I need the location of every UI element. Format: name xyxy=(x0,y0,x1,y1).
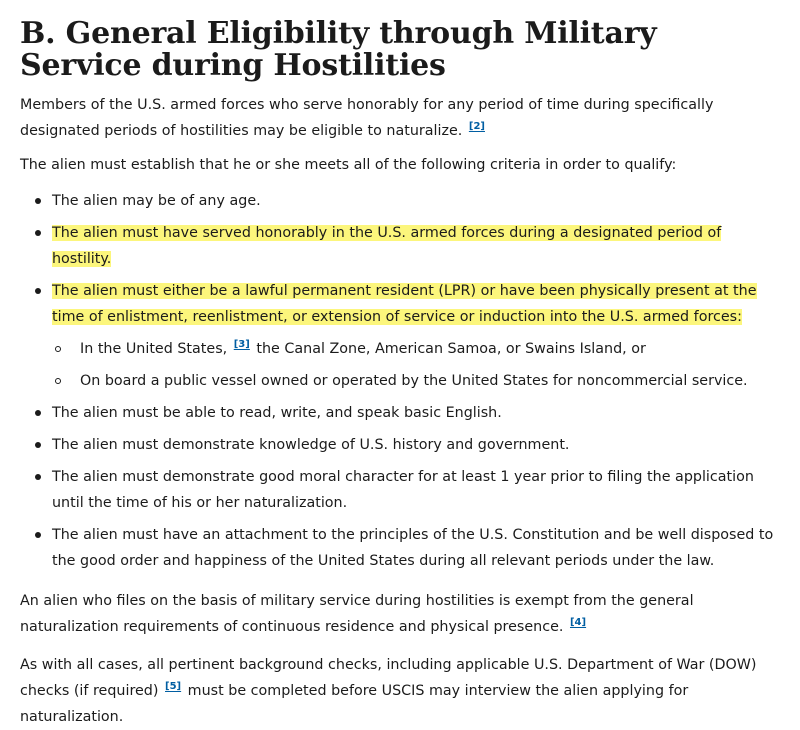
checks-after: must be completed before USCIS may interview the alien applying for naturalization. xyxy=(20,683,689,725)
criterion-english-text: The alien must be able to read, write, and speak basic English. xyxy=(52,405,502,421)
sublist-item-vessel xyxy=(52,368,780,394)
exempt-text: An alien who files on the basis of military service during hostilities is exempt from the general naturalization requirements of continuous residence and physical presence. xyxy=(20,593,694,635)
criterion-served-highlighted: The alien must have served honorably in the U.S. armed forces during a designated period of hostility. xyxy=(52,225,722,267)
list-item-english xyxy=(20,400,780,426)
footnote-link-5[interactable]: [5] xyxy=(165,681,182,693)
footnote-link-3[interactable]: [3] xyxy=(233,339,250,351)
list-item-age xyxy=(20,188,780,214)
sub-us-after: the Canal Zone, American Samoa, or Swains Island, or xyxy=(256,341,646,357)
list-item-moral xyxy=(20,464,780,516)
sublist-item-united-states xyxy=(52,336,780,362)
presence-sublist xyxy=(52,336,780,394)
exempt-paragraph xyxy=(20,588,780,640)
list-item-lpr xyxy=(20,278,780,394)
checks-before: As with all cases, all pertinent background checks, including applicable U.S. Department of War (DOW) checks (if required) xyxy=(20,657,757,699)
list-item-attachment xyxy=(20,522,780,574)
intro-text: Members of the U.S. armed forces who serve honorably for any period of time during specifically designated periods of hostilities may be eligible to naturalize. xyxy=(20,97,714,139)
list-item-civics xyxy=(20,432,780,458)
criterion-civics-text: The alien must demonstrate knowledge of U.S. history and government. xyxy=(52,437,570,453)
criteria-intro: The alien must establish that he or she meets all of the following criteria in order to qualify: xyxy=(20,157,677,173)
intro-paragraph xyxy=(20,92,780,144)
criteria-list xyxy=(20,188,780,574)
footnote-link-2[interactable]: [2] xyxy=(468,121,485,133)
sub-us-before: In the United States, xyxy=(80,341,228,357)
criterion-age-text: The alien may be of any age. xyxy=(52,193,261,209)
sub-vessel-text: On board a public vessel owned or operated by the United States for noncommercial service. xyxy=(80,373,748,389)
footnote-link-4[interactable]: [4] xyxy=(569,617,587,629)
criterion-attachment-text: The alien must have an attachment to the principles of the U.S. Constitution and be well disposed to the good order and happiness of the United States during all relevant periods under the law. xyxy=(52,527,774,569)
list-item-served xyxy=(20,220,780,272)
checks-paragraph xyxy=(20,652,780,730)
section-heading: B. General Eligibility through Military Service during Hostilities xyxy=(20,16,657,83)
criterion-moral-text: The alien must demonstrate good moral character for at least 1 year prior to filing the application until the time of his or her naturalization. xyxy=(52,469,754,511)
criterion-lpr-highlighted: The alien must either be a lawful permanent resident (LPR) or have been physically present at the time of enlistment, reenlistment, or extension of service or induction into the U.S. armed forces: xyxy=(52,283,757,325)
